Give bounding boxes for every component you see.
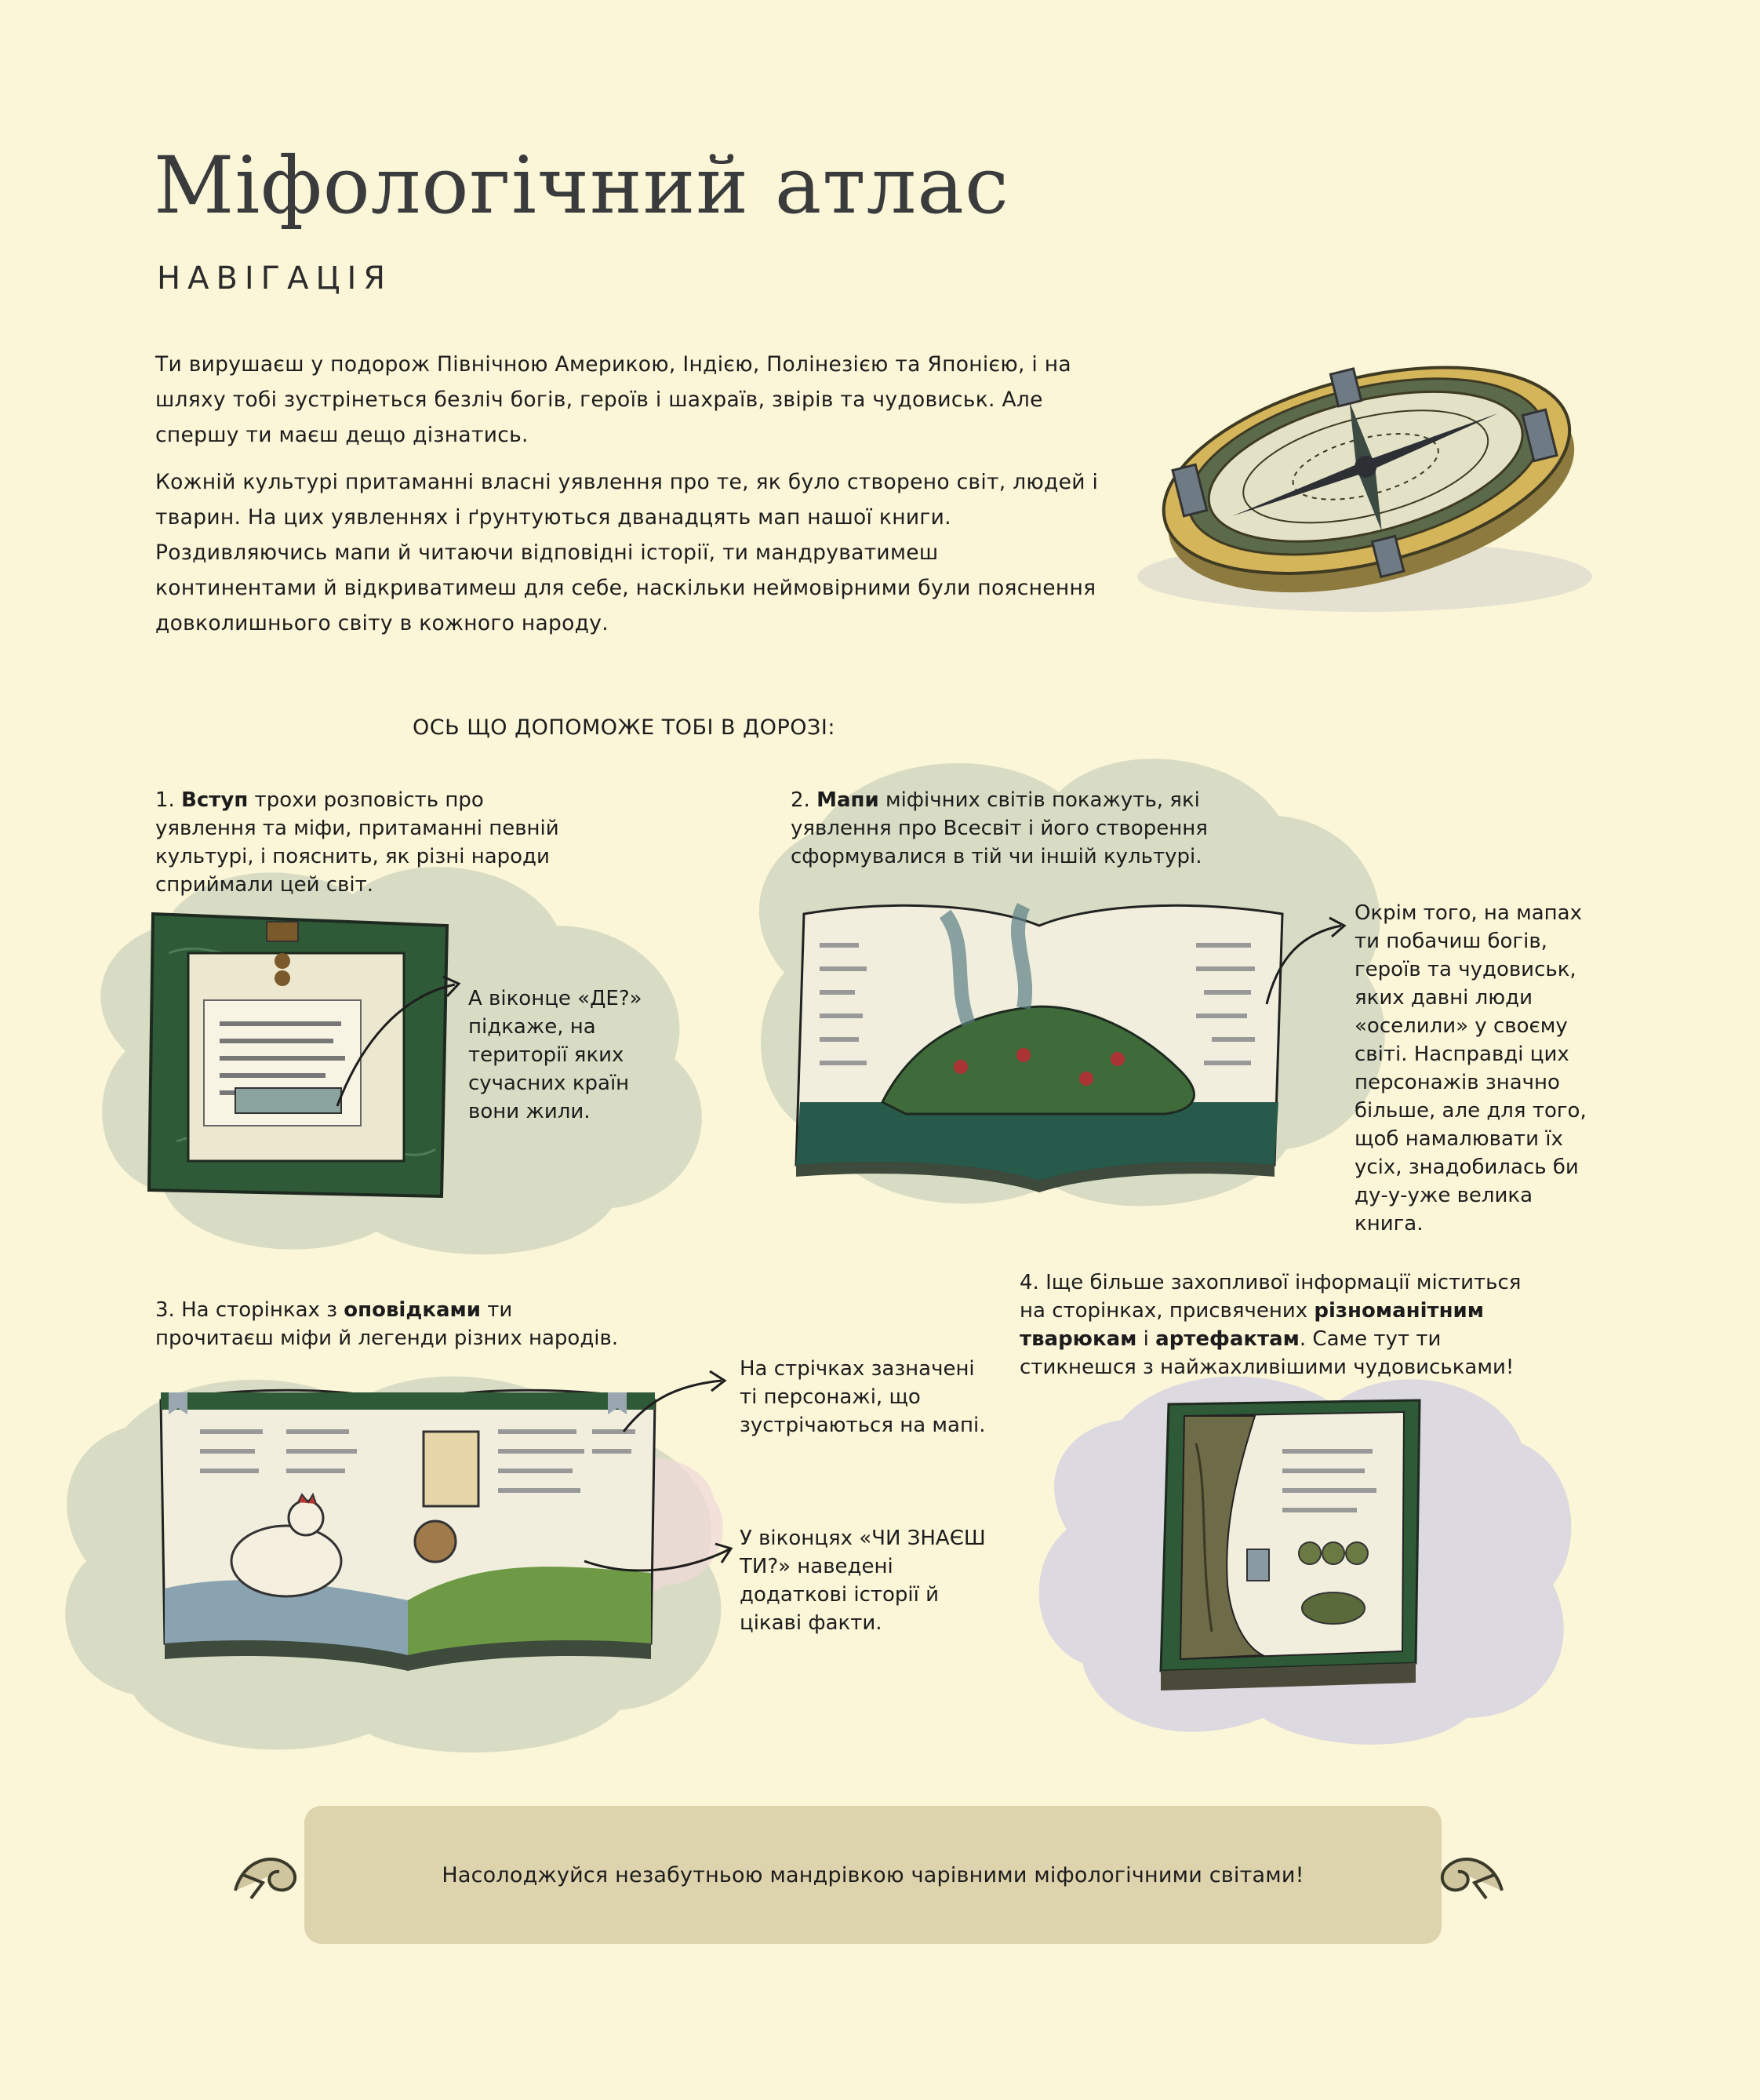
callout-did-you-know: У віконцях «ЧИ ЗНАЄШ ТИ?» наведені додаткові історії й цікаві факти. (740, 1527, 986, 1635)
curved-arrow-icon (580, 1538, 737, 1585)
step-description: ти прочитаєш міфи й легенди різних народів. (155, 1298, 619, 1350)
scroll-ornament-icon (1431, 1843, 1510, 1906)
step-3-text (155, 1296, 626, 1352)
callout-where-window: А віконце «ДЕ?» підкаже, на території яких сучасних країн вони жили. (468, 987, 642, 1123)
curved-arrow-icon (329, 973, 471, 1114)
step-number: 2. (791, 788, 810, 812)
step-description: міфічних світів покажуть, які уявлення про Всесвіт і його створення сформувалися в тій чи іншій культурі. (791, 788, 1208, 868)
footer-banner (304, 1806, 1442, 1944)
step-keyword-2: артефактам (1155, 1327, 1300, 1351)
step-keyword: оповідками (344, 1298, 481, 1322)
compass-illustration (1129, 306, 1600, 620)
step-keyword: Вступ (181, 788, 249, 812)
callout-ribbons: На стрічках зазначені ті персонажі, що зустрічаються на мапі. (740, 1357, 986, 1437)
step-number: 3. (155, 1298, 175, 1322)
step-description-mid: і (1136, 1327, 1156, 1351)
step-description-start: Іще більше захопливої інформації міститься на сторінках, присвячених (1020, 1271, 1522, 1323)
step-description-start: На сторінках з (174, 1298, 344, 1322)
footer-banner-text: Насолоджуйся незабутньою мандрівкою чарівними міфологічними світами! (442, 1862, 1304, 1887)
book-illustration-stories (153, 1385, 663, 1675)
scroll-ornament-icon (227, 1843, 306, 1906)
step-keyword: Мапи (816, 788, 879, 812)
curved-arrow-icon (620, 1365, 729, 1436)
step-description: . Саме тут ти стикнешся з найжахливішими чудовиськами! (1020, 1327, 1515, 1379)
page-subtitle: НАВІГАЦІЯ (157, 260, 393, 297)
step-4-text (1020, 1268, 1553, 1381)
book-illustration-creatures (1153, 1396, 1427, 1694)
step-2-text (791, 786, 1293, 871)
step-number: 1. (155, 788, 175, 812)
intro-paragraph-2: Кожній культурі притаманні власні уявлення про те, як було створено світ, людей і тварин. На цих уявленнях і ґрунтуються дванадцять мап нашої книги. Роздивляючись мапи й читаючи відповідні історії, ти мандруватимеш континентами й відкриватимеш для себе, наскільки неймовірними були пояснення довколишнього світу в кожного народу. (155, 470, 1099, 635)
step-description: трохи розповість про уявлення та міфи, притаманні певній культурі, і пояснить, як різні народи сприймали цей світ. (155, 788, 559, 897)
page-title: Міфологічний атлас (154, 140, 1009, 231)
step-keyword: різноманітним тварюкам (1020, 1299, 1485, 1351)
book-illustration-map (788, 898, 1290, 1196)
intro-paragraph-1: Ти вирушаєш у подорож Північною Америкою, Індією, Полінезією та Японією, і на шляху тобі зустрінеться безліч богів, героїв і шахраїв, звірів та чудовиськ. Але спершу ти маєш дещо дізнатись. (155, 352, 1071, 447)
callout-map-characters: Окрім того, на мапах ти побачиш богів, героїв та чудовиськ, яких давні люди «оселили» у своєму світі. Насправді цих персонажів значно більше, але для того, щоб намалювати їх усіх, знадобилась би ду-у-уже велика книга. (1355, 901, 1587, 1236)
section-heading: ОСЬ ЩО ДОПОМОЖЕ ТОБІ В ДОРОЗІ: (413, 715, 835, 740)
step-number: 4. (1020, 1271, 1039, 1294)
step-1-text (155, 786, 563, 899)
curved-arrow-icon (1263, 918, 1349, 1012)
